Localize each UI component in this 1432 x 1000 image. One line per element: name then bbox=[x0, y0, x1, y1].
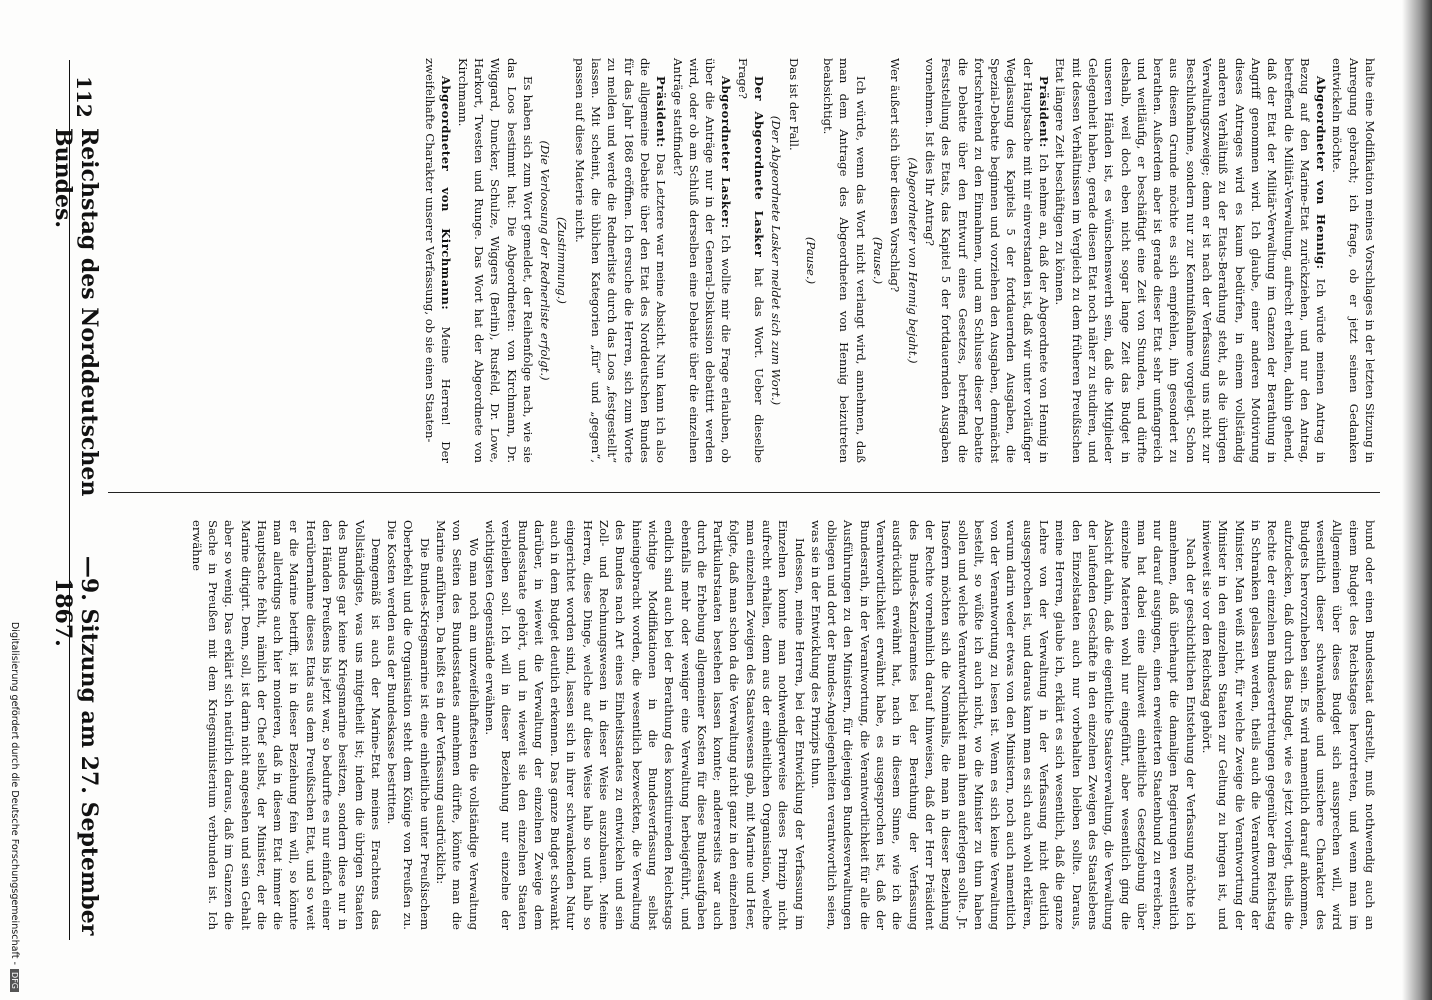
paragraph bbox=[384, 520, 433, 930]
footer-text: Digitalisierung gefördert durch die Deutsche Forschungsgemeinschaft - bbox=[9, 621, 20, 966]
paragraph-text: Es haben sich zum Wort gemeldet, der Reihenfolge nach, wie sie das Loos bestimmt hat: Die Abgeordneten: von Kirchmann, Dr. Wiggard, Duncker, Schulze, Wiggers (Berlin), Rusfeld, Dr. Lowe, Harkort, Twesten und Runge. Das Wort hat der Abgeordnete von Kirchmann. bbox=[455, 58, 535, 463]
paragraph-text: Demgemäß ist auch der Marine-Etat meines Erachtens das Vollständigste, was uns mitgetheilt ist; indem die übrigen Staaten des Bundes gar keine Kriegsmarine besitzen, sondern diese nur in den Händen Preußens bis jetzt war, so bedurfte es nur einfach einer Herübernahme dieses Etats aus dem Preußischen Etat, und so weit er die Marine betrifft, ist in dieser Beziehung fein will, so könnte man allerdings auch hier monieren, daß in diesem Etat immer die Hauptsache fehlt, nämlich der Chef selbst, der Minister, der die Marine dirigirt. Denn, soll, ist darin nicht angesehen und sein Gehalt aber so wenig. Das erklärt sich natürlich daraus, daß im Ganzen die Sache in Preußen mit dem Kriegsministerium verbunden ist. Ich erwähne bbox=[189, 520, 383, 930]
speaker-name: Abgeordneter von Hennig: bbox=[1314, 76, 1329, 279]
paragraph bbox=[785, 58, 801, 463]
paragraph-text: Ich wollte mir die Frage erlauben, ob über die Anträge nur in der General-Diskussion debattirt werden wird, oder ob am Schluß derselben eine Debatte über die einzelnen Anträge stattfindet? bbox=[670, 58, 734, 463]
paragraph bbox=[808, 520, 1199, 930]
header-dash: — bbox=[76, 555, 102, 578]
paragraph bbox=[820, 58, 869, 463]
paragraph bbox=[422, 58, 455, 463]
paragraph bbox=[669, 58, 734, 463]
paragraph-text: Wo man noch am unzweifelhaftesten die vollständige Verwaltung von Seiten des Bundesstaates annehmen dürfte, könnte man die Marine anführen. Da heißt es in der Verfassung ausdrücklich: bbox=[434, 520, 481, 930]
header-right: 9. Sitzung am 27. September 1867. bbox=[50, 577, 102, 936]
right-text-column bbox=[114, 520, 1378, 930]
page-number: 112 bbox=[72, 76, 96, 118]
running-header bbox=[50, 128, 102, 968]
paragraph-text: Die Bundes-Kriegsmarine ist eine einheitliche unter Preußischem Oberbefehl und die Organisation steht dem Könige von Preußen zu. Die Kosten werden aus der Bundeskasse bestritten. bbox=[385, 520, 432, 930]
stage-direction: (Pause.) bbox=[803, 236, 818, 285]
header-left: Reichstag des Norddeutschen Bundes. bbox=[50, 128, 102, 497]
paragraph bbox=[1329, 58, 1378, 463]
speaker-name: Abgeordneter von Kirchmann: bbox=[439, 76, 454, 327]
paragraph bbox=[734, 58, 767, 463]
paragraph-text: Ich würde meinen Antrag in Bezug auf den Marine-Etat zurückziehen, und nur den Antrag, betreffend die Militär-Verwaltung, aufrecht erhalten, dahin gehend, daß der Etat der Militär-Verwaltung im Ganzen der Berathung in Angriff genommen wird. Ich glaube, einer anderen Motivirung dieses Antrages wird es kaum bedürfen, in einem vollständig anderen Verhältniß zu der Etats-Berathung steht, als die übrigen Verwaltungszweige; denn er ist nach der Verfassung uns nicht zur Beschlußnahme, sondern nur zur Kenntnißnahme vorgelegt. Schon aus diesem Grunde möchte es sich empfehlen, ihn gesondert zu berathen. Außerdem aber ist gerade dieser Etat sehr umfangreich und weitläufig, er beschäftigt eine Zeit von Stunden, und dürfte deshalb, weil doch eben nicht sogar lange Zeit das Budget in unseren Händen ist, es wünschenswerth sein, daß die Mitglieder Gelegenheit haben, gerade diesen Etat noch näher zu studiren, und mit dessen Verhältnissen im Vergleich zu dem früheren Preußischen Etat längere Zeit beschäftigen zu können. bbox=[1053, 58, 1329, 463]
paragraph-text: Das ist der Fall. bbox=[786, 58, 801, 151]
digitization-credit bbox=[9, 612, 20, 992]
paragraph bbox=[433, 520, 482, 930]
paragraph-text: bund oder einen Bundesstaat darstellt, muß nothwendig auch an einem Budget des Reichstages hervortreten, und wenn man im Allgemeinen über dieses Budget sich aussprechen will, wird wesentlich dieser schwankende und unsichere Charakter des Budgets hervorzuheben sein. Es wird namentlich darauf ankommen, aufzudecken, daß durch das Budget, wie es jetzt vorliegt, theils die Rechte der einzelnen Bundesvertretungen gegenüber dem Reichstag in Schranken gelassen werden, theils auch die Verantwortung der Minister. Man weiß nicht, für welche Zweige die Verantwortung der Minister in den einzelnen Staaten zur Geltung zu bringen ist, und inwieweit sie vor den Reichstag gehört. bbox=[1200, 520, 1377, 930]
paragraph-text: Wer äußert sich über diesen Vorschlag? bbox=[888, 58, 903, 293]
speaker-name: Präsident: bbox=[654, 76, 669, 154]
stage-direction: (Abgeordneter von Hennig bejaht.) bbox=[905, 157, 920, 364]
paragraph bbox=[1052, 58, 1329, 463]
paragraph-text: Indessen, meine Herren, bei der Entwicklung der Verfassung im Einzelnen konnte man nothwendigerweise dieses Prinzip nicht aufrecht erhalten, denn aus der einheitlichen Organisation, welche man einzelnen Zweigen des Staatswesens gab, mit Marine und Heer, folgte, daß man schon da die Verwaltung nicht ganz in den einzelnen Partikularstaaten bestehen lassen konnte; andererseits war auch durch die Erhebung allgemeiner Kosten für diese Bundesaufgaben ebenfalls mehr oder weniger eine Verwaltung herbeigeführt, und endlich sind auch bei der Berathung des konstituirenden Reichstags wichtige Modifikationen in die Bundesverfassung selbst hineingebracht worden, die wesentlich bezweckten, die Verwaltung des Bundes nach Art eines Einheitsstaates zu entwickeln und sein Zoll- und Rechnungswesen in dieser Weise auszubauen. Meine Herren, diese Dinge, welche auf diese Weise halb so und halb so eingerichtet worden sind, lassen sich in ihrer schwankenden Natur auch in dem Budget deutlich erkennen. Das ganze Budget schwankt darüber, in wieweit die Verwaltung der einzelnen Zweige dem Bundesstaate gehört, und in wieweit sie den einzelnen Staaten verbleiben soll. Ich will in dieser Beziehung nur einzelne der wichtigsten Gegenstände erwähnen. bbox=[482, 520, 807, 930]
paragraph-text: Nach der geschichtlichen Entstehung der Verfassung möchte ich annehmen, daß überhaupt die damaligen Regierungen wesentlich nur darauf ausgingen, einen erweiterten Staatenbund zu erreichen; man hat dabei eine allzuweit einheitliche Gesetzgebung über einzelne Materien wohl nur eingeführt, aber wesentlich ging die Absicht dahin, daß die eigentliche Staatsverwaltung, die Verwaltung der laufenden Geschäfte in den einzelnen Zweigen des Staatslebens den Einzelstaaten auch nur vorbehalten bleiben sollte. Daraus, meine Herren, glaube ich, erklärt es sich wesentlich, daß die ganze Lehre von der Verwaltung in der Verfassung nicht deutlich ausgesprochen ist, und daraus kann man es sich auch wohl erklären, warum darin weder etwas von den Ministern, noch auch namentlich von der Verantwortung zu lesen ist. Wenn es sich keine Verwaltung bestellt, so wüßte ich auch nicht, wo die Minister zu thun haben sollen und welche Verantwortlichkeit man ihnen auferlegen sollte. Jr. Insofern möchten sich die Nominalis, die man in dieser Beziehung der Rechte vornehmlich darauf hinweisen, daß der Herr Präsident des Bundes-Kanzleramtes bei der Berathung der Verfassung ausdrücklich erwähnt hat, nach in diesem Sinne, wie ich die Verantwortlichkeit erwähnt habe, es ausgesprochen ist, daß der Bundesrath, in der Verantwortung, die Verantwortlichkeit für alle die Ausführungen zu den Ministern, für diejenigen Bundesverwaltungen obliegen und dort der Bundes-Angelegenheiten verantwortlich seien, was sie in der Entwicklung des Prinzips thun. bbox=[808, 520, 1198, 930]
paragraph bbox=[1199, 520, 1378, 930]
speaker-name: Präsident: bbox=[1037, 76, 1052, 154]
paragraph bbox=[922, 58, 1052, 463]
stage-direction: (Die Verloosung der Rednerliste erfolgt.) bbox=[538, 140, 553, 381]
paragraph-text: hat das Wort. Ueber dieselbe Frage? bbox=[735, 58, 767, 463]
paragraph bbox=[188, 520, 384, 930]
paragraph-text: Meine Herren! Der zweifelhafte Charakter unserer Verfassung, ob sie einen Staaten- bbox=[423, 58, 454, 463]
scan-edge-shadow bbox=[1402, 0, 1432, 1000]
paragraph-text: halte eine Modifikation meines Vorschlages in der letzten Sitzung in Anregung gebracht; ich frage, ob er jetzt seinen Gedanken entwickeln möchte. bbox=[1330, 58, 1377, 463]
paragraph bbox=[454, 58, 535, 463]
paragraph-text: Ich würde, wenn das Wort nicht verlangt wird, annehmen, daß man dem Antrage des Abgeordneten von Hennig beizutreten beabsichtigt. bbox=[821, 58, 868, 463]
paragraph bbox=[482, 520, 808, 930]
left-text-column bbox=[114, 58, 1378, 463]
speaker-name: Der Abgeordnete Lasker bbox=[752, 76, 767, 268]
paragraph-text: Ich nehme an, daß der Abgeordnete von Hennig in der Hauptsache mit mir einverstanden ist, daß wir unter vorläufiger Weglassung des Kapitels 5 der fortdauernden Ausgaben, die Spezial-Debatte beginnen und vorziehen den Ausgaben, demnächst fortschreitend zu den Einnahmen, und am Schlusse dieser Debatte die Debatte über den Entwurf eines Gesetzes, betreffend die Feststellung des Etats, das Kapitel 5 der fortdauernden Ausgaben vornehmen. Ist dies Ihr Antrag? bbox=[922, 58, 1052, 463]
paragraph bbox=[887, 58, 903, 463]
speaker-name: Abgeordneter Lasker: bbox=[719, 76, 734, 235]
stage-direction: (Pause.) bbox=[871, 236, 886, 285]
column-divider bbox=[108, 492, 1380, 493]
stage-direction: (Zustimmung.) bbox=[555, 217, 570, 304]
stage-direction: (Der Abgeordnete Lasker meldet sich zum Wort.) bbox=[769, 115, 784, 406]
paragraph bbox=[571, 58, 669, 463]
paragraph-text: Das Letztere war meine Absicht. Nun kann ich also die allgemeine Debatte über den Etat des Norddeutschen Bundes für das Jahr 1868 eröffnen. Ich ersuche die Herren, sich zum Worte zu melden und werde die Rednerliste durch das Loos „festgestellt“ lassen. Mit scheint, die üblichen Kategorien „für“ und „gegen“, passen auf diese Materie nicht. bbox=[572, 58, 669, 463]
dfg-logo: DFG bbox=[11, 969, 20, 992]
